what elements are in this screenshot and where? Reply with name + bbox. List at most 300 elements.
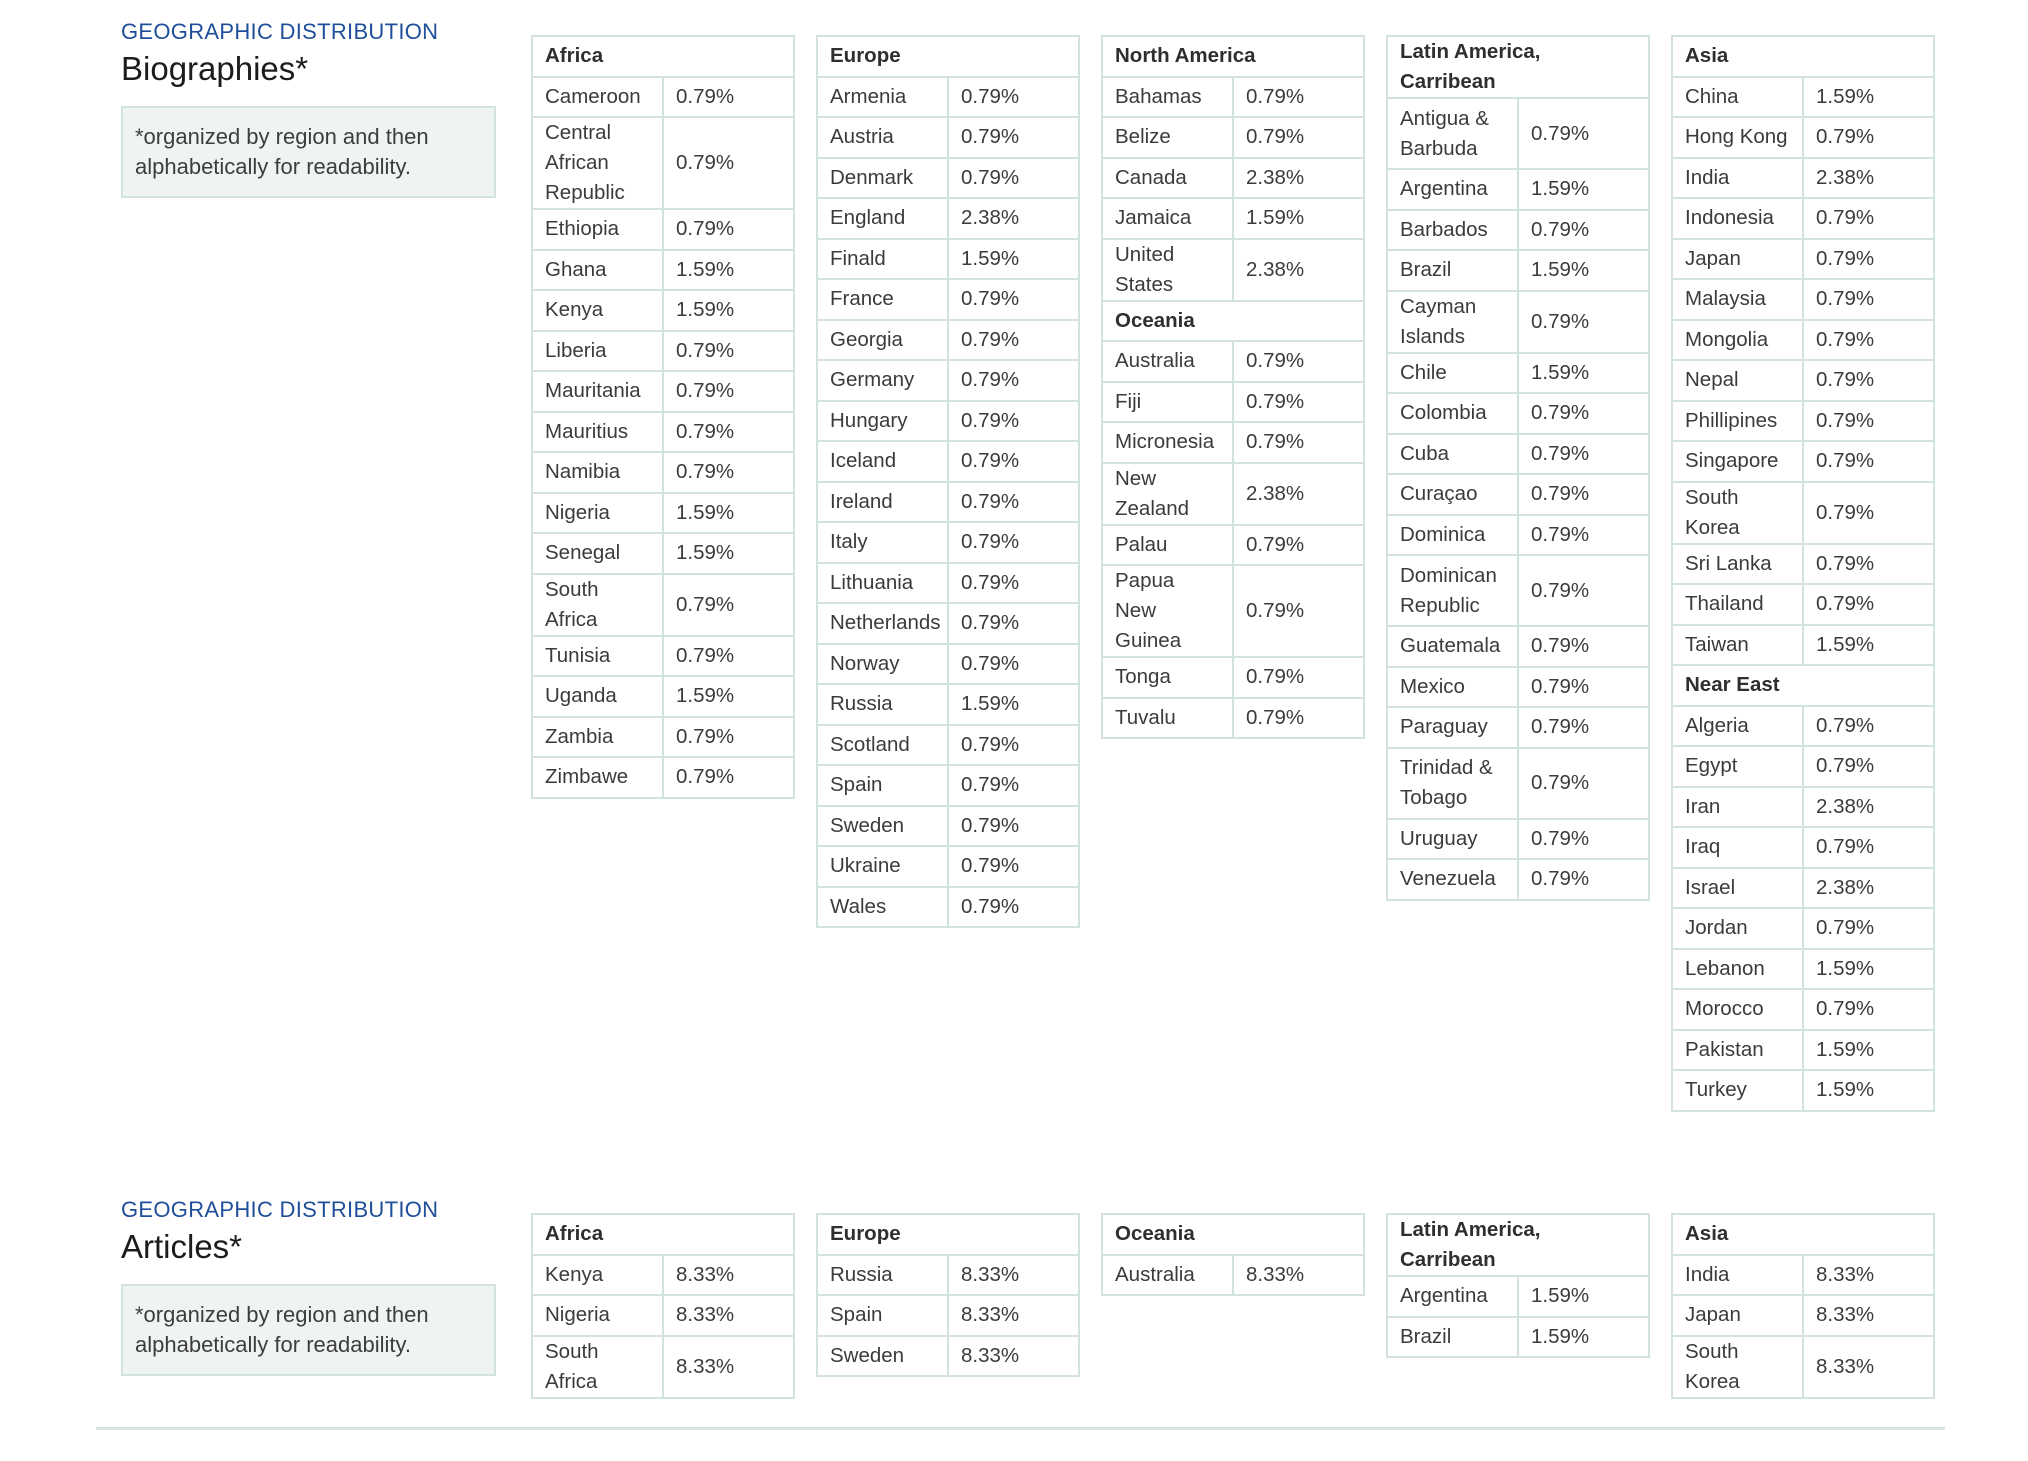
percentage-cell: 0.79%: [663, 574, 794, 636]
percentage-cell: 0.79%: [1518, 515, 1649, 556]
table-row: [532, 1255, 794, 1296]
percentage-cell: 0.79%: [1518, 707, 1649, 748]
table-row: [1672, 584, 1934, 625]
percentage-cell: 0.79%: [948, 117, 1079, 158]
table-row: [817, 158, 1079, 199]
table-row: [1387, 291, 1649, 353]
percentage-cell: 0.79%: [1518, 210, 1649, 251]
country-cell: South Africa: [532, 1336, 663, 1398]
region-table: [1101, 35, 1365, 739]
table-row: [817, 320, 1079, 361]
section-title: Biographies*: [121, 50, 309, 87]
percentage-cell: 0.79%: [663, 717, 794, 758]
region-heading: Africa: [532, 36, 794, 77]
percentage-cell: 8.33%: [1803, 1336, 1934, 1398]
country-cell: Iceland: [817, 441, 948, 482]
table-row: [532, 117, 794, 209]
country-cell: Nepal: [1672, 360, 1803, 401]
region-heading: Asia: [1672, 1214, 1934, 1255]
country-cell: Germany: [817, 360, 948, 401]
table-row: [1102, 239, 1364, 301]
bottom-divider: [96, 1427, 1945, 1430]
table-row: [1387, 555, 1649, 626]
percentage-cell: 1.59%: [1518, 1276, 1649, 1317]
section-title: Articles*: [121, 1228, 243, 1265]
country-cell: Paraguay: [1387, 707, 1518, 748]
region-heading: Latin America, Carribean: [1387, 1214, 1649, 1276]
region-table: [816, 1213, 1080, 1377]
country-cell: Guatemala: [1387, 626, 1518, 667]
percentage-cell: 0.79%: [948, 441, 1079, 482]
table-row: [1387, 250, 1649, 291]
country-cell: Iraq: [1672, 827, 1803, 868]
country-cell: Nigeria: [532, 1295, 663, 1336]
table-row: [1387, 434, 1649, 475]
percentage-cell: 0.79%: [948, 644, 1079, 685]
table-row: [1672, 77, 1934, 118]
country-cell: Singapore: [1672, 441, 1803, 482]
country-cell: Argentina: [1387, 169, 1518, 210]
table-row: [1672, 482, 1934, 544]
table-row: [1672, 746, 1934, 787]
percentage-cell: 0.79%: [948, 887, 1079, 928]
country-cell: Spain: [817, 765, 948, 806]
percentage-cell: 0.79%: [663, 371, 794, 412]
country-cell: Kenya: [532, 290, 663, 331]
country-cell: Cuba: [1387, 434, 1518, 475]
region-table: [1386, 35, 1650, 901]
table-row: [1672, 544, 1934, 585]
table-row: [1672, 279, 1934, 320]
region-table: [531, 1213, 795, 1399]
country-cell: Netherlands: [817, 603, 948, 644]
table-row: [532, 493, 794, 534]
country-cell: United States: [1102, 239, 1233, 301]
table-row: [1387, 98, 1649, 169]
country-cell: Russia: [817, 1255, 948, 1296]
country-cell: Russia: [817, 684, 948, 725]
percentage-cell: 2.38%: [1803, 158, 1934, 199]
percentage-cell: 0.79%: [1803, 279, 1934, 320]
country-cell: Micronesia: [1102, 422, 1233, 463]
country-cell: Namibia: [532, 452, 663, 493]
country-cell: South Africa: [532, 574, 663, 636]
table-row: [817, 198, 1079, 239]
percentage-cell: 1.59%: [1518, 353, 1649, 394]
table-row: [817, 1255, 1079, 1296]
country-cell: Australia: [1102, 1255, 1233, 1296]
region-heading: Latin America, Carribean: [1387, 36, 1649, 98]
region-heading: Oceania: [1102, 301, 1364, 342]
region-table: [1671, 35, 1935, 1112]
country-cell: Tunisia: [532, 636, 663, 677]
table-row: [1387, 1317, 1649, 1358]
table-row: [1672, 989, 1934, 1030]
percentage-cell: 0.79%: [948, 603, 1079, 644]
percentage-cell: 1.59%: [1803, 77, 1934, 118]
percentage-cell: 0.79%: [1233, 422, 1364, 463]
table-row: [532, 209, 794, 250]
region-table: [1101, 1213, 1365, 1296]
table-row: [532, 452, 794, 493]
percentage-cell: 0.79%: [1803, 746, 1934, 787]
percentage-cell: 1.59%: [1803, 1070, 1934, 1111]
percentage-cell: 0.79%: [948, 401, 1079, 442]
country-cell: Spain: [817, 1295, 948, 1336]
percentage-cell: 0.79%: [948, 806, 1079, 847]
percentage-cell: 8.33%: [1803, 1295, 1934, 1336]
table-row: [532, 1295, 794, 1336]
country-cell: Venezuela: [1387, 859, 1518, 900]
country-cell: Malaysia: [1672, 279, 1803, 320]
table-row: [1672, 787, 1934, 828]
percentage-cell: 0.79%: [1803, 908, 1934, 949]
percentage-cell: 0.79%: [663, 412, 794, 453]
percentage-cell: 0.79%: [1233, 657, 1364, 698]
country-cell: Uruguay: [1387, 819, 1518, 860]
country-cell: Antigua & Barbuda: [1387, 98, 1518, 169]
percentage-cell: 2.38%: [948, 198, 1079, 239]
region-heading: Europe: [817, 1214, 1079, 1255]
percentage-cell: 0.79%: [1518, 626, 1649, 667]
region-table: [816, 35, 1080, 928]
table-row: [817, 887, 1079, 928]
table-row: [1387, 667, 1649, 708]
region-column: [1671, 35, 1935, 1112]
region-column: [1386, 1213, 1650, 1358]
country-cell: Argentina: [1387, 1276, 1518, 1317]
country-cell: Sweden: [817, 806, 948, 847]
table-row: [1102, 117, 1364, 158]
region-header-row: [1102, 301, 1364, 342]
percentage-cell: 0.79%: [663, 331, 794, 372]
country-cell: Barbados: [1387, 210, 1518, 251]
country-cell: Indonesia: [1672, 198, 1803, 239]
percentage-cell: 0.79%: [1803, 117, 1934, 158]
table-row: [1672, 1030, 1934, 1071]
percentage-cell: 0.79%: [1803, 320, 1934, 361]
country-cell: Ireland: [817, 482, 948, 523]
percentage-cell: 1.59%: [1518, 169, 1649, 210]
country-cell: India: [1672, 158, 1803, 199]
table-row: [1672, 158, 1934, 199]
country-cell: England: [817, 198, 948, 239]
percentage-cell: 0.79%: [1803, 401, 1934, 442]
country-cell: Pakistan: [1672, 1030, 1803, 1071]
percentage-cell: 0.79%: [1803, 989, 1934, 1030]
region-header-row: [532, 1214, 794, 1255]
table-row: [1387, 474, 1649, 515]
percentage-cell: 0.79%: [663, 636, 794, 677]
country-cell: Tuvalu: [1102, 698, 1233, 739]
table-row: [1672, 360, 1934, 401]
region-column: [531, 35, 795, 799]
region-column: [1101, 35, 1365, 739]
table-row: [1672, 1295, 1934, 1336]
percentage-cell: 0.79%: [1803, 441, 1934, 482]
table-row: [1387, 353, 1649, 394]
region-column: [531, 1213, 795, 1399]
region-header-row: [817, 1214, 1079, 1255]
percentage-cell: 1.59%: [1518, 250, 1649, 291]
table-row: [1387, 393, 1649, 434]
table-row: [817, 644, 1079, 685]
region-heading: Oceania: [1102, 1214, 1364, 1255]
country-cell: Sweden: [817, 1336, 948, 1377]
region-heading: North America: [1102, 36, 1364, 77]
table-row: [532, 574, 794, 636]
table-row: [817, 846, 1079, 887]
region-column: [1101, 1213, 1365, 1296]
percentage-cell: 0.79%: [948, 846, 1079, 887]
table-row: [532, 250, 794, 291]
table-row: [1102, 657, 1364, 698]
table-row: [1672, 827, 1934, 868]
section-eyebrow: GEOGRAPHIC DISTRIBUTION: [121, 19, 439, 44]
country-cell: South Korea: [1672, 1336, 1803, 1398]
country-cell: India: [1672, 1255, 1803, 1296]
percentage-cell: 0.79%: [1518, 474, 1649, 515]
percentage-cell: 0.79%: [663, 452, 794, 493]
percentage-cell: 0.79%: [1518, 555, 1649, 626]
percentage-cell: 0.79%: [1518, 393, 1649, 434]
table-row: [1102, 565, 1364, 657]
percentage-cell: 8.33%: [1233, 1255, 1364, 1296]
country-cell: Papua New Guinea: [1102, 565, 1233, 657]
country-cell: Zimbawe: [532, 757, 663, 798]
country-cell: Mauritius: [532, 412, 663, 453]
country-cell: China: [1672, 77, 1803, 118]
table-row: [817, 279, 1079, 320]
table-row: [1387, 169, 1649, 210]
percentage-cell: 1.59%: [1803, 625, 1934, 666]
country-cell: Algeria: [1672, 706, 1803, 747]
table-row: [817, 1336, 1079, 1377]
percentage-cell: 0.79%: [663, 757, 794, 798]
table-row: [1672, 706, 1934, 747]
country-cell: Phillipines: [1672, 401, 1803, 442]
percentage-cell: 0.79%: [948, 765, 1079, 806]
country-cell: Fiji: [1102, 382, 1233, 423]
country-cell: Georgia: [817, 320, 948, 361]
table-row: [1102, 463, 1364, 525]
country-cell: Wales: [817, 887, 948, 928]
section-note: *organized by region and then alphabetically for readability.: [121, 106, 496, 198]
table-row: [1672, 1255, 1934, 1296]
country-cell: Mexico: [1387, 667, 1518, 708]
percentage-cell: 1.59%: [948, 684, 1079, 725]
region-table: [1671, 1213, 1935, 1399]
country-cell: Hong Kong: [1672, 117, 1803, 158]
country-cell: Kenya: [532, 1255, 663, 1296]
percentage-cell: 1.59%: [1803, 1030, 1934, 1071]
country-cell: South Korea: [1672, 482, 1803, 544]
table-row: [817, 401, 1079, 442]
country-cell: Denmark: [817, 158, 948, 199]
percentage-cell: 0.79%: [1518, 291, 1649, 353]
country-cell: Liberia: [532, 331, 663, 372]
percentage-cell: 0.79%: [1518, 434, 1649, 475]
table-row: [817, 684, 1079, 725]
country-cell: Austria: [817, 117, 948, 158]
table-row: [1672, 320, 1934, 361]
percentage-cell: 2.38%: [1803, 787, 1934, 828]
country-cell: Jordan: [1672, 908, 1803, 949]
country-cell: Norway: [817, 644, 948, 685]
percentage-cell: 0.79%: [948, 320, 1079, 361]
table-row: [532, 331, 794, 372]
country-cell: Cameroon: [532, 77, 663, 118]
percentage-cell: 8.33%: [663, 1255, 794, 1296]
table-row: [817, 239, 1079, 280]
table-row: [1672, 949, 1934, 990]
percentage-cell: 0.79%: [1518, 819, 1649, 860]
table-row: [1672, 117, 1934, 158]
table-row: [1672, 198, 1934, 239]
table-row: [817, 360, 1079, 401]
percentage-cell: 1.59%: [1233, 198, 1364, 239]
table-row: [1387, 626, 1649, 667]
percentage-cell: 2.38%: [1803, 868, 1934, 909]
percentage-cell: 0.79%: [1803, 360, 1934, 401]
country-cell: Senegal: [532, 533, 663, 574]
country-cell: Ukraine: [817, 846, 948, 887]
country-cell: Mongolia: [1672, 320, 1803, 361]
region-column: [1386, 35, 1650, 901]
table-row: [1102, 198, 1364, 239]
country-cell: New Zealand: [1102, 463, 1233, 525]
region-column: [816, 1213, 1080, 1377]
country-cell: Mauritania: [532, 371, 663, 412]
region-table: [1386, 1213, 1650, 1358]
percentage-cell: 0.79%: [1233, 698, 1364, 739]
table-row: [817, 603, 1079, 644]
region-heading: Europe: [817, 36, 1079, 77]
region-header-row: [1102, 36, 1364, 77]
percentage-cell: 0.79%: [948, 77, 1079, 118]
percentage-cell: 0.79%: [1803, 584, 1934, 625]
percentage-cell: 1.59%: [948, 239, 1079, 280]
region-header-row: [1672, 1214, 1934, 1255]
table-row: [1672, 1336, 1934, 1398]
percentage-cell: 0.79%: [663, 209, 794, 250]
country-cell: Palau: [1102, 525, 1233, 566]
table-row: [817, 117, 1079, 158]
percentage-cell: 2.38%: [1233, 463, 1364, 525]
table-row: [1102, 525, 1364, 566]
table-row: [817, 441, 1079, 482]
region-heading: Africa: [532, 1214, 794, 1255]
country-cell: Ethiopia: [532, 209, 663, 250]
percentage-cell: 0.79%: [1803, 544, 1934, 585]
country-cell: Taiwan: [1672, 625, 1803, 666]
table-row: [1387, 859, 1649, 900]
percentage-cell: 1.59%: [663, 250, 794, 291]
percentage-cell: 0.79%: [948, 725, 1079, 766]
percentage-cell: 0.79%: [1803, 198, 1934, 239]
articles-intro: [121, 1196, 496, 1376]
percentage-cell: 0.79%: [1233, 382, 1364, 423]
country-cell: Nigeria: [532, 493, 663, 534]
percentage-cell: 8.33%: [948, 1336, 1079, 1377]
percentage-cell: 0.79%: [1803, 239, 1934, 280]
percentage-cell: 0.79%: [1233, 525, 1364, 566]
country-cell: Cayman Islands: [1387, 291, 1518, 353]
table-row: [1672, 441, 1934, 482]
percentage-cell: 0.79%: [1803, 482, 1934, 544]
table-row: [817, 563, 1079, 604]
country-cell: Chile: [1387, 353, 1518, 394]
region-header-row: [817, 36, 1079, 77]
country-cell: Brazil: [1387, 250, 1518, 291]
percentage-cell: 1.59%: [663, 533, 794, 574]
percentage-cell: 8.33%: [663, 1336, 794, 1398]
percentage-cell: 1.59%: [1518, 1317, 1649, 1358]
percentage-cell: 0.79%: [948, 522, 1079, 563]
percentage-cell: 0.79%: [1233, 565, 1364, 657]
table-row: [817, 765, 1079, 806]
table-row: [1672, 239, 1934, 280]
percentage-cell: 0.79%: [948, 482, 1079, 523]
table-row: [1387, 819, 1649, 860]
table-row: [532, 290, 794, 331]
percentage-cell: 8.33%: [1803, 1255, 1934, 1296]
table-row: [1387, 707, 1649, 748]
table-row: [1102, 698, 1364, 739]
percentage-cell: 0.79%: [1518, 98, 1649, 169]
percentage-cell: 0.79%: [1518, 748, 1649, 819]
percentage-cell: 8.33%: [663, 1295, 794, 1336]
region-header-row: [532, 36, 794, 77]
percentage-cell: 1.59%: [663, 493, 794, 534]
biographies-intro: [121, 18, 496, 198]
table-row: [1102, 422, 1364, 463]
table-row: [817, 77, 1079, 118]
table-row: [1102, 1255, 1364, 1296]
country-cell: Turkey: [1672, 1070, 1803, 1111]
region-header-row: [1387, 36, 1649, 98]
table-row: [532, 757, 794, 798]
table-row: [1672, 401, 1934, 442]
country-cell: Australia: [1102, 341, 1233, 382]
percentage-cell: 0.79%: [663, 77, 794, 118]
table-row: [1102, 77, 1364, 118]
percentage-cell: 0.79%: [948, 279, 1079, 320]
country-cell: Armenia: [817, 77, 948, 118]
percentage-cell: 0.79%: [948, 158, 1079, 199]
table-row: [532, 717, 794, 758]
percentage-cell: 8.33%: [948, 1295, 1079, 1336]
table-row: [532, 533, 794, 574]
country-cell: Italy: [817, 522, 948, 563]
country-cell: Dominican Republic: [1387, 555, 1518, 626]
table-row: [817, 522, 1079, 563]
country-cell: Hungary: [817, 401, 948, 442]
country-cell: Japan: [1672, 239, 1803, 280]
region-column: [1671, 1213, 1935, 1399]
percentage-cell: 0.79%: [1803, 706, 1934, 747]
percentage-cell: 8.33%: [948, 1255, 1079, 1296]
table-row: [1387, 515, 1649, 556]
table-row: [532, 371, 794, 412]
table-row: [532, 1336, 794, 1398]
percentage-cell: 1.59%: [663, 676, 794, 717]
percentage-cell: 0.79%: [1518, 859, 1649, 900]
country-cell: Uganda: [532, 676, 663, 717]
table-row: [1672, 625, 1934, 666]
table-row: [1387, 748, 1649, 819]
percentage-cell: 0.79%: [1233, 117, 1364, 158]
